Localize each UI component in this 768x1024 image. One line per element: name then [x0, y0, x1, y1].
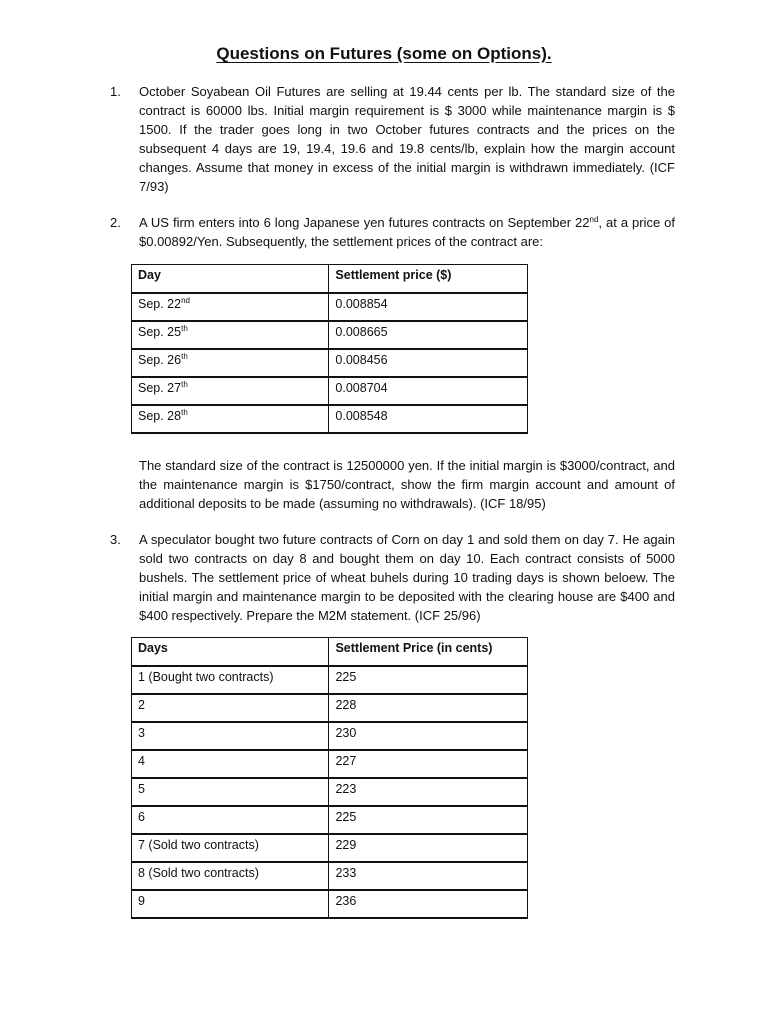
table-cell-price: 225 — [329, 666, 528, 694]
question-text: October Soyabean Oil Futures are selling at 19.44 cents per lb. The standard size of the contract is 60000 lbs. Initial margin requirement is $ 3000 while maintenance margin is $ 1500. If the trader goes long in two October futures contracts and the prices on the subsequent 4 days are 19, 19.4, 19.6 and 19.8 cents/lb, explain how the margin account changes. Assume that money in excess of the initial margin is withdrawn immediately. (ICF 7/93) — [139, 84, 675, 194]
table-cell-price: 0.008665 — [329, 321, 528, 349]
table-cell-price: 229 — [329, 834, 528, 862]
question-3 — [110, 530, 675, 625]
table-cell-day: 8 (Sold two contracts) — [132, 862, 329, 890]
settlement-table-yen — [131, 264, 528, 434]
table-row — [132, 293, 528, 321]
table-cell-price: 223 — [329, 778, 528, 806]
settlement-table-corn — [131, 637, 528, 919]
table-header-row — [132, 638, 528, 666]
table-cell-price: 236 — [329, 890, 528, 918]
table-cell-price: 0.008704 — [329, 377, 528, 405]
table-cell-day: Sep. 26th — [132, 349, 329, 377]
table-cell-day: Sep. 28th — [132, 405, 329, 433]
table-row — [132, 321, 528, 349]
table-cell-day: Sep. 25th — [132, 321, 329, 349]
table-header-cell: Day — [132, 265, 329, 293]
table-row — [132, 834, 528, 862]
table-cell-day: 6 — [132, 806, 329, 834]
table-row — [132, 349, 528, 377]
question-text: A speculator bought two future contracts of Corn on day 1 and sold them on day 7. He again sold two contracts on day 8 and bought them on day 10. Each contract consists of 5000 bushels. The settlement price of wheat buhels during 10 trading days is shown beloew. The initial margin and maintenance margin to be deposited with the clearing house are $400 and $400 respectively. Prepare the M2M statement. (ICF 25/96) — [139, 532, 675, 623]
table-row — [132, 806, 528, 834]
question-number: 1. — [110, 84, 121, 99]
table-row — [132, 694, 528, 722]
table-cell-price: 228 — [329, 694, 528, 722]
table-cell-day: Sep. 22nd — [132, 293, 329, 321]
table-cell-day: 5 — [132, 778, 329, 806]
table-cell-day: Sep. 27th — [132, 377, 329, 405]
table-cell-day: 2 — [132, 694, 329, 722]
table-row — [132, 722, 528, 750]
table-row — [132, 778, 528, 806]
table-row — [132, 377, 528, 405]
question-text: A US firm enters into 6 long Japanese yen futures contracts on September 22nd, at a price of $0.00892/Yen. Subsequently, the settlement prices of the contract are: — [139, 215, 676, 249]
table-cell-price: 0.008548 — [329, 405, 528, 433]
table-header-cell: Settlement Price (in cents) — [329, 638, 528, 666]
table-row — [132, 890, 528, 918]
table-cell-price: 227 — [329, 750, 528, 778]
table-cell-day: 4 — [132, 750, 329, 778]
table-row — [132, 862, 528, 890]
question-1 — [110, 82, 675, 196]
table-cell-day: 7 (Sold two contracts) — [132, 834, 329, 862]
table-row — [132, 405, 528, 433]
table-header-row — [132, 265, 528, 293]
table-cell-day: 3 — [132, 722, 329, 750]
table-cell-price: 0.008854 — [329, 293, 528, 321]
page-title: Questions on Futures (some on Options). — [216, 44, 552, 63]
table-header-cell: Settlement price ($) — [329, 265, 528, 293]
table-cell-price: 233 — [329, 862, 528, 890]
table-row — [132, 666, 528, 694]
table-cell-price: 225 — [329, 806, 528, 834]
table-cell-day: 9 — [132, 890, 329, 918]
question-2 — [110, 213, 675, 251]
table-header-cell: Days — [132, 638, 329, 666]
question-number: 3. — [110, 532, 121, 547]
question-2-followup: The standard size of the contract is 12500000 yen. If the initial margin is $3000/contract, and the maintenance margin is $1750/contract, show the firm margin account and amount of additional deposits to be made (assuming no withdrawals). (ICF 18/95) — [139, 458, 675, 511]
table-cell-price: 0.008456 — [329, 349, 528, 377]
question-number: 2. — [110, 215, 121, 230]
table-cell-day: 1 (Bought two contracts) — [132, 666, 329, 694]
table-cell-price: 230 — [329, 722, 528, 750]
table-row — [132, 750, 528, 778]
